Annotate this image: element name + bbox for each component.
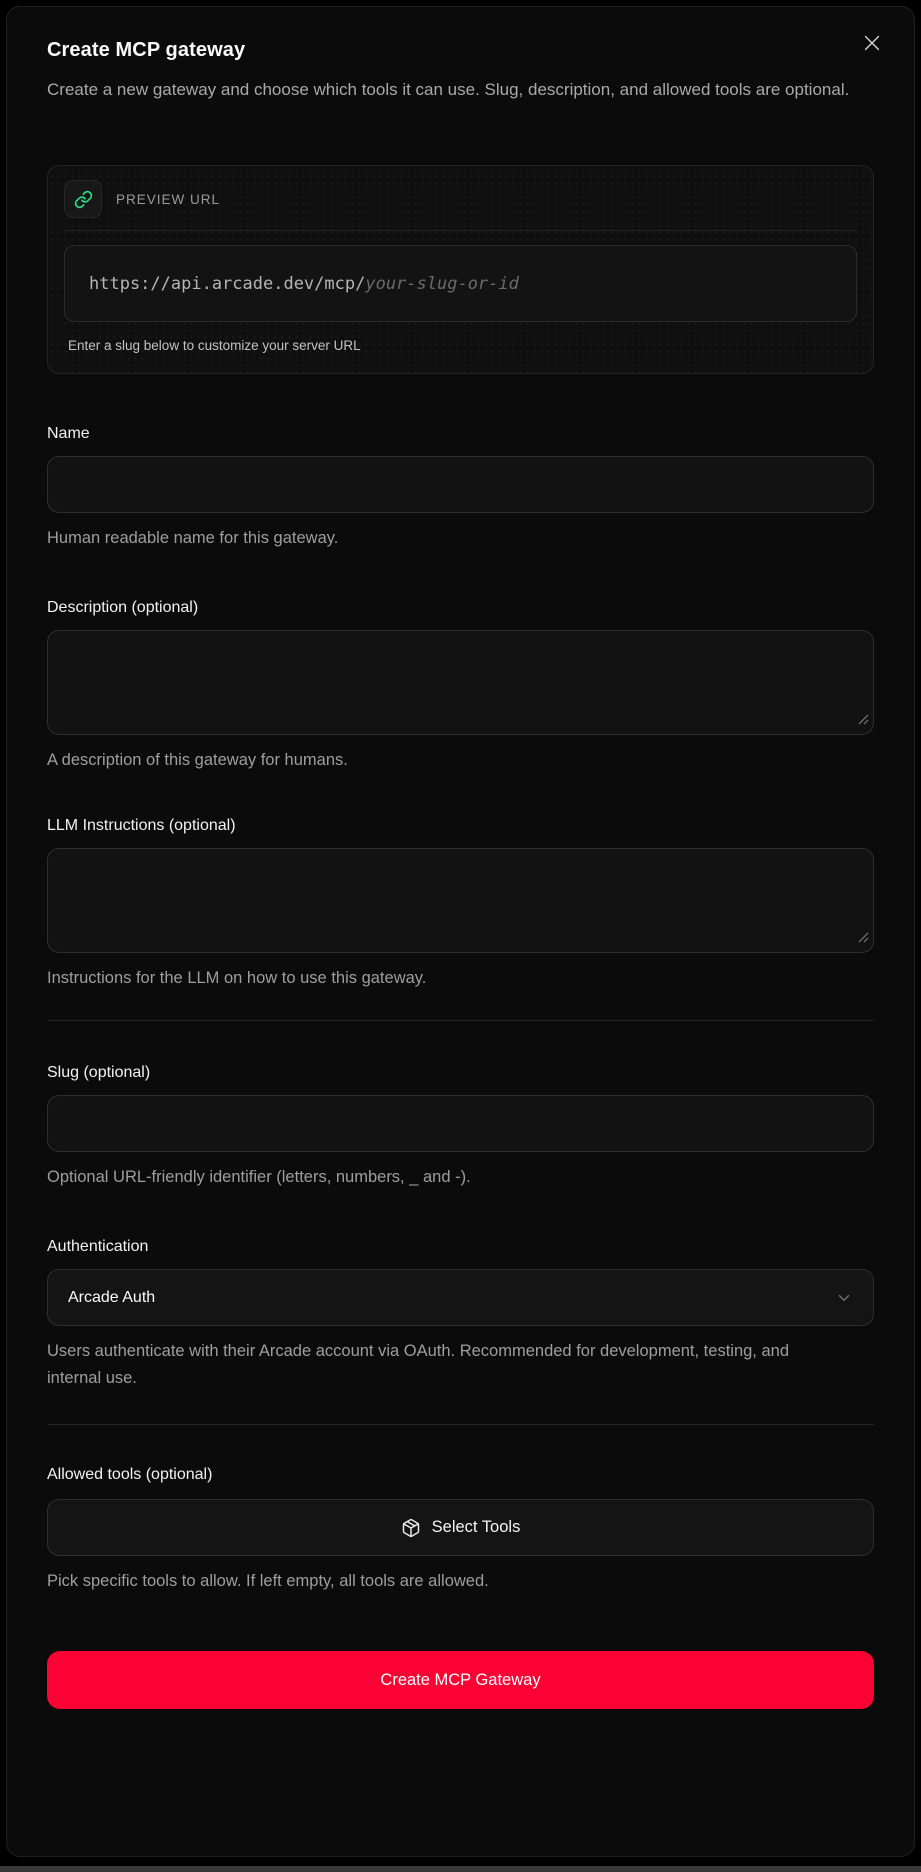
description-textarea[interactable] (47, 630, 874, 735)
authentication-selected-value: Arcade Auth (68, 1288, 156, 1306)
package-icon (401, 1518, 421, 1538)
slug-input[interactable] (47, 1095, 874, 1152)
link-icon-badge (64, 180, 102, 218)
slug-label: Slug (optional) (47, 1064, 151, 1081)
preview-url-label: PREVIEW URL (116, 191, 221, 207)
name-label: Name (47, 425, 90, 442)
llm-instructions-field-group (47, 814, 874, 992)
name-field-group (47, 422, 874, 552)
llm-instructions-textarea[interactable] (47, 848, 874, 953)
modal-subtitle: Create a new gateway and choose which tools it can use. Slug, description, and allowed tools are optional. (47, 80, 850, 99)
create-mcp-gateway-button[interactable]: Create MCP Gateway (47, 1651, 874, 1709)
preview-url-slug-placeholder: your-slug-or-id (365, 273, 519, 294)
preview-url-box (64, 245, 857, 322)
llm-instructions-label: LLM Instructions (optional) (47, 817, 236, 834)
llm-instructions-helper-text: Instructions for the LLM on how to use this gateway. (47, 969, 427, 987)
section-divider (47, 1020, 874, 1021)
chevron-down-icon (835, 1289, 853, 1307)
link-icon (74, 190, 93, 209)
page-title: Create MCP gateway (47, 39, 246, 61)
allowed-tools-field-group (47, 1463, 874, 1595)
authentication-label: Authentication (47, 1238, 149, 1255)
slug-field-group (47, 1061, 874, 1191)
allowed-tools-label: Allowed tools (optional) (47, 1466, 213, 1483)
name-helper-text: Human readable name for this gateway. (47, 529, 339, 547)
authentication-helper-text: Users authenticate with their Arcade account via OAuth. Recommended for development, testing, and internal use. (47, 1342, 789, 1387)
preview-url-hint: Enter a slug below to customize your server URL (68, 338, 361, 353)
description-label: Description (optional) (47, 599, 199, 616)
close-icon (861, 32, 883, 54)
create-mcp-gateway-modal (6, 6, 915, 1857)
preview-url-header (64, 180, 857, 231)
section-divider (47, 1424, 874, 1425)
select-tools-button[interactable] (47, 1499, 874, 1556)
page-background-edge (0, 1866, 921, 1872)
close-button[interactable] (858, 29, 886, 57)
authentication-select[interactable] (47, 1269, 874, 1326)
slug-helper-text: Optional URL-friendly identifier (letters, numbers, _ and -). (47, 1168, 471, 1186)
authentication-field-group (47, 1235, 874, 1392)
description-field-group (47, 596, 874, 774)
name-input[interactable] (47, 456, 874, 513)
description-helper-text: A description of this gateway for humans. (47, 751, 348, 769)
allowed-tools-helper-text: Pick specific tools to allow. If left empty, all tools are allowed. (47, 1572, 489, 1590)
select-tools-button-label: Select Tools (431, 1518, 521, 1536)
preview-url-card (47, 165, 874, 374)
preview-url-base: https://api.arcade.dev/mcp/ (89, 273, 366, 294)
